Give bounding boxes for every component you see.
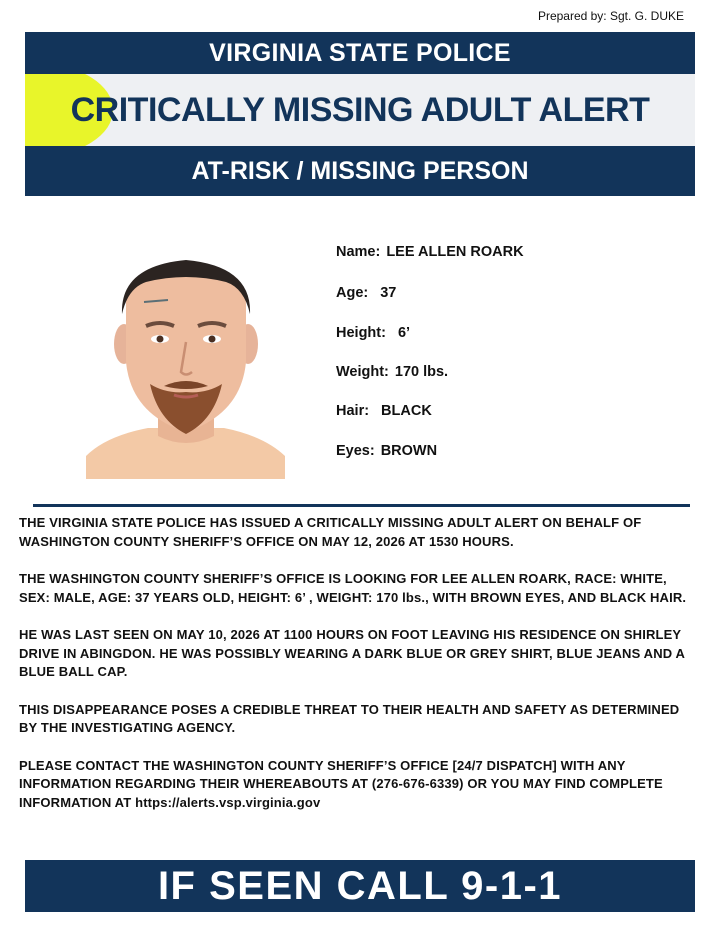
detail-label: Hair: (336, 403, 370, 419)
detail-value: BLACK (381, 403, 432, 419)
detail-height (336, 325, 410, 341)
alert-title: CRITICALLY MISSING ADULT ALERT (70, 91, 650, 129)
alert-body (19, 514, 699, 812)
detail-value: 170 lbs. (394, 364, 449, 380)
missing-person-photo (86, 244, 285, 479)
paragraph-threat: THIS DISAPPEARANCE POSES A CREDIBLE THREAT TO THEIR HEALTH AND SAFETY AS DETERMINED BY THE INVESTIGATING AGENCY. (19, 701, 680, 735)
detail-eyes (336, 443, 437, 459)
detail-label: Name: (336, 244, 381, 260)
paragraph-description: THE WASHINGTON COUNTY SHERIFF’S OFFICE IS LOOKING FOR LEE ALLEN ROARK, RACE: WHITE, SEX: MALE, AGE: 37 YEARS OLD, HEIGHT: 6’ , WEIGHT: 170 lbs., WITH BROWN EYES, AND BLACK HAIR. (19, 571, 687, 605)
prepared-by: Prepared by: Sgt. G. DUKE (537, 9, 684, 23)
detail-label: Eyes: (336, 443, 375, 459)
detail-weight (336, 364, 448, 380)
alert-header (25, 32, 695, 196)
detail-value: LEE ALLEN ROARK (386, 244, 524, 260)
subtitle-banner: AT-RISK / MISSING PERSON (25, 146, 695, 196)
detail-label: Age: (336, 285, 369, 301)
paragraph-contact: PLEASE CONTACT THE WASHINGTON COUNTY SHERIFF’S OFFICE [24/7 DISPATCH] WITH ANY INFORMATION REGARDING THEIR WHEREABOUTS AT (276-676-6339) OR YOU MAY FIND COMPLETE INFORMATION AT https://alerts.vsp.virginia.gov (19, 757, 663, 810)
detail-value: 6’ (397, 325, 411, 341)
detail-label: Weight: (336, 364, 389, 380)
detail-label: Height: (336, 325, 386, 341)
detail-value: 37 (380, 285, 397, 301)
agency-banner: VIRGINIA STATE POLICE (25, 32, 695, 74)
detail-name (336, 244, 524, 260)
paragraph-last-seen: HE WAS LAST SEEN ON MAY 10, 2026 AT 1100 HOURS ON FOOT LEAVING HIS RESIDENCE ON SHIRLEY DRIVE IN ABINGDON. HE WAS POSSIBLY WEARING A DARK BLUE OR GREY SHIRT, BLUE JEANS AND A BLUE BALL CAP. (19, 627, 685, 679)
detail-age (336, 285, 396, 301)
divider (33, 504, 690, 507)
paragraph-issued: THE VIRGINIA STATE POLICE HAS ISSUED A CRITICALLY MISSING ADULT ALERT ON BEHALF OF WASHINGTON COUNTY SHERIFF’S OFFICE ON MAY 12, 2026 AT 1530 HOURS. (19, 515, 642, 549)
call-911-banner: IF SEEN CALL 9-1-1 (25, 860, 695, 912)
detail-hair (336, 403, 432, 419)
detail-value: BROWN (380, 443, 438, 459)
alert-title-band (25, 74, 695, 146)
